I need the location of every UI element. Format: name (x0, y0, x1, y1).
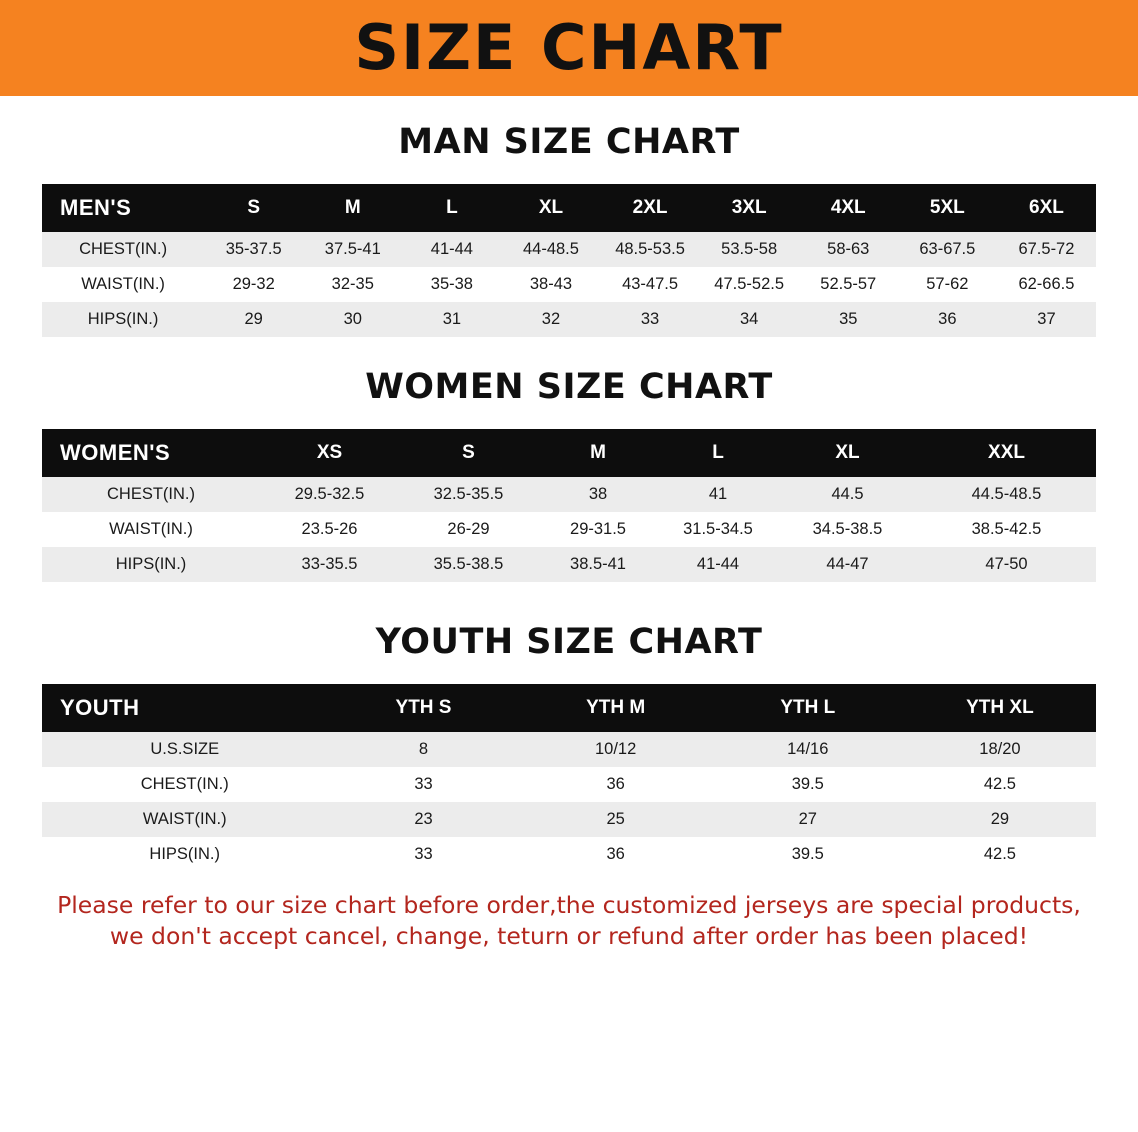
row-label: HIPS(IN.) (87, 310, 159, 328)
table-cell: 67.5-72 (1018, 240, 1075, 258)
youth-header-cell: YOUTH (60, 695, 140, 720)
row-label: U.S.SIZE (150, 740, 220, 758)
table-cell: 41 (708, 485, 728, 503)
table-cell: 44.5 (831, 485, 864, 503)
man-header-cell: M (344, 197, 361, 218)
table-cell: 29-32 (232, 275, 275, 293)
table-cell: 57-62 (926, 275, 969, 293)
table-row (42, 302, 1096, 337)
table-cell: 44-47 (826, 555, 869, 573)
women-header-cell: XL (835, 442, 860, 463)
table-row (42, 837, 1096, 872)
table-cell: 36 (606, 775, 625, 793)
youth-section-title: YOUTH SIZE CHART (375, 622, 763, 662)
table-cell: 41-44 (430, 240, 473, 258)
women-header-cell: L (712, 442, 724, 463)
women-section-title: WOMEN SIZE CHART (365, 367, 773, 407)
table-cell: 37.5-41 (324, 240, 381, 258)
table-cell: 34 (739, 310, 759, 328)
table-cell: 44-48.5 (522, 240, 579, 258)
table-cell: 47-50 (985, 555, 1028, 573)
table-cell: 26-29 (447, 520, 490, 538)
table-cell: 62-66.5 (1018, 275, 1075, 293)
table-cell: 39.5 (791, 845, 824, 863)
man-header-cell: XL (538, 197, 564, 218)
man-header-cell: 3XL (731, 197, 767, 218)
table-cell: 63-67.5 (919, 240, 976, 258)
women-header-cell: M (590, 442, 606, 463)
youth-size-table (42, 684, 1096, 872)
table-row (42, 232, 1096, 267)
table-cell: 52.5-57 (820, 275, 877, 293)
page-title: SIZE CHART (354, 11, 784, 84)
table-cell: 35.5-38.5 (433, 555, 504, 573)
disclaimer-line-2: we don't accept cancel, change, teturn or refund after order has been placed! (109, 922, 1029, 951)
table-cell: 36 (606, 845, 625, 863)
disclaimer-note (40, 890, 1098, 952)
table-cell: 48.5-53.5 (615, 240, 685, 258)
table-cell: 53.5-58 (721, 240, 778, 258)
table-cell: 33-35.5 (301, 555, 358, 573)
table-cell: 35-38 (430, 275, 473, 293)
man-section-title: MAN SIZE CHART (398, 122, 740, 162)
table-cell: 43-47.5 (622, 275, 679, 293)
table-cell: 58-63 (827, 240, 870, 258)
table-cell: 38 (588, 485, 608, 503)
youth-header-row (42, 684, 1096, 732)
man-header-cell: MEN'S (60, 195, 132, 220)
women-header-cell: XS (316, 442, 343, 463)
table-cell: 23 (414, 810, 433, 828)
disclaimer-line-1: Please refer to our size chart before order,the customized jerseys are special products, (57, 891, 1081, 919)
table-cell: 39.5 (791, 775, 824, 793)
man-header-row (42, 184, 1096, 232)
table-cell: 30 (343, 310, 362, 328)
table-cell: 35 (839, 310, 858, 328)
women-header-cell: S (462, 442, 475, 463)
table-cell: 44.5-48.5 (971, 485, 1042, 503)
man-header-cell: S (247, 197, 261, 218)
row-label: WAIST(IN.) (81, 275, 165, 293)
man-header-cell: 2XL (632, 197, 668, 218)
youth-header-cell: YTH M (586, 697, 646, 718)
row-label: CHEST(IN.) (107, 485, 195, 503)
table-cell: 33 (414, 845, 433, 863)
man-header-cell: L (446, 197, 458, 218)
table-cell: 34.5-38.5 (812, 520, 883, 538)
youth-header-cell: YTH XL (966, 697, 1034, 718)
row-label: HIPS(IN.) (149, 845, 221, 863)
table-row (42, 767, 1096, 802)
table-cell: 32.5-35.5 (433, 485, 504, 503)
table-cell: 29.5-32.5 (294, 485, 365, 503)
table-row (42, 547, 1096, 582)
table-cell: 29 (244, 310, 263, 328)
table-cell: 25 (606, 810, 625, 828)
youth-table-wrap (42, 684, 1096, 872)
women-header-row (42, 429, 1096, 477)
man-size-table (42, 184, 1096, 337)
table-cell: 27 (798, 810, 817, 828)
table-row (42, 732, 1096, 767)
table-cell: 29 (990, 810, 1010, 828)
youth-header-cell: YTH L (780, 697, 836, 718)
table-cell: 41-44 (696, 555, 740, 573)
table-cell: 36 (938, 310, 957, 328)
table-row (42, 267, 1096, 302)
table-cell: 29-31.5 (570, 520, 626, 538)
table-cell: 23.5-26 (301, 520, 358, 538)
table-row (42, 512, 1096, 547)
man-header-cell: 5XL (929, 197, 965, 218)
table-cell: 38.5-41 (570, 555, 626, 573)
table-row (42, 477, 1096, 512)
row-label: WAIST(IN.) (142, 810, 227, 828)
row-label: WAIST(IN.) (109, 520, 193, 538)
man-header-cell: 6XL (1029, 197, 1064, 218)
table-row (42, 802, 1096, 837)
table-cell: 10/12 (594, 740, 637, 758)
table-cell: 47.5-52.5 (714, 275, 785, 293)
table-cell: 42.5 (983, 775, 1016, 793)
row-label: CHEST(IN.) (140, 775, 229, 793)
women-size-table (42, 429, 1096, 582)
women-table-wrap (42, 429, 1096, 582)
row-label: CHEST(IN.) (79, 240, 168, 258)
table-cell: 31 (442, 310, 462, 328)
table-cell: 33 (640, 310, 660, 328)
table-cell: 32-35 (331, 275, 374, 293)
man-table-wrap (42, 184, 1096, 337)
youth-header-cell: YTH S (395, 697, 452, 718)
table-cell: 38-43 (529, 275, 573, 293)
table-cell: 14/16 (787, 740, 829, 758)
table-cell: 32 (541, 310, 561, 328)
row-label: HIPS(IN.) (115, 555, 187, 573)
table-cell: 31.5-34.5 (683, 520, 753, 538)
table-cell: 37 (1037, 310, 1056, 328)
man-header-cell: 4XL (830, 197, 866, 218)
table-cell: 8 (418, 740, 429, 758)
table-cell: 38.5-42.5 (971, 520, 1042, 538)
table-cell: 42.5 (983, 845, 1016, 863)
page-banner (0, 0, 1138, 96)
table-cell: 35-37.5 (225, 240, 282, 258)
women-header-cell: WOMEN'S (60, 440, 171, 465)
table-cell: 18/20 (979, 740, 1021, 758)
table-cell: 33 (414, 775, 433, 793)
women-header-cell: XXL (988, 442, 1025, 463)
